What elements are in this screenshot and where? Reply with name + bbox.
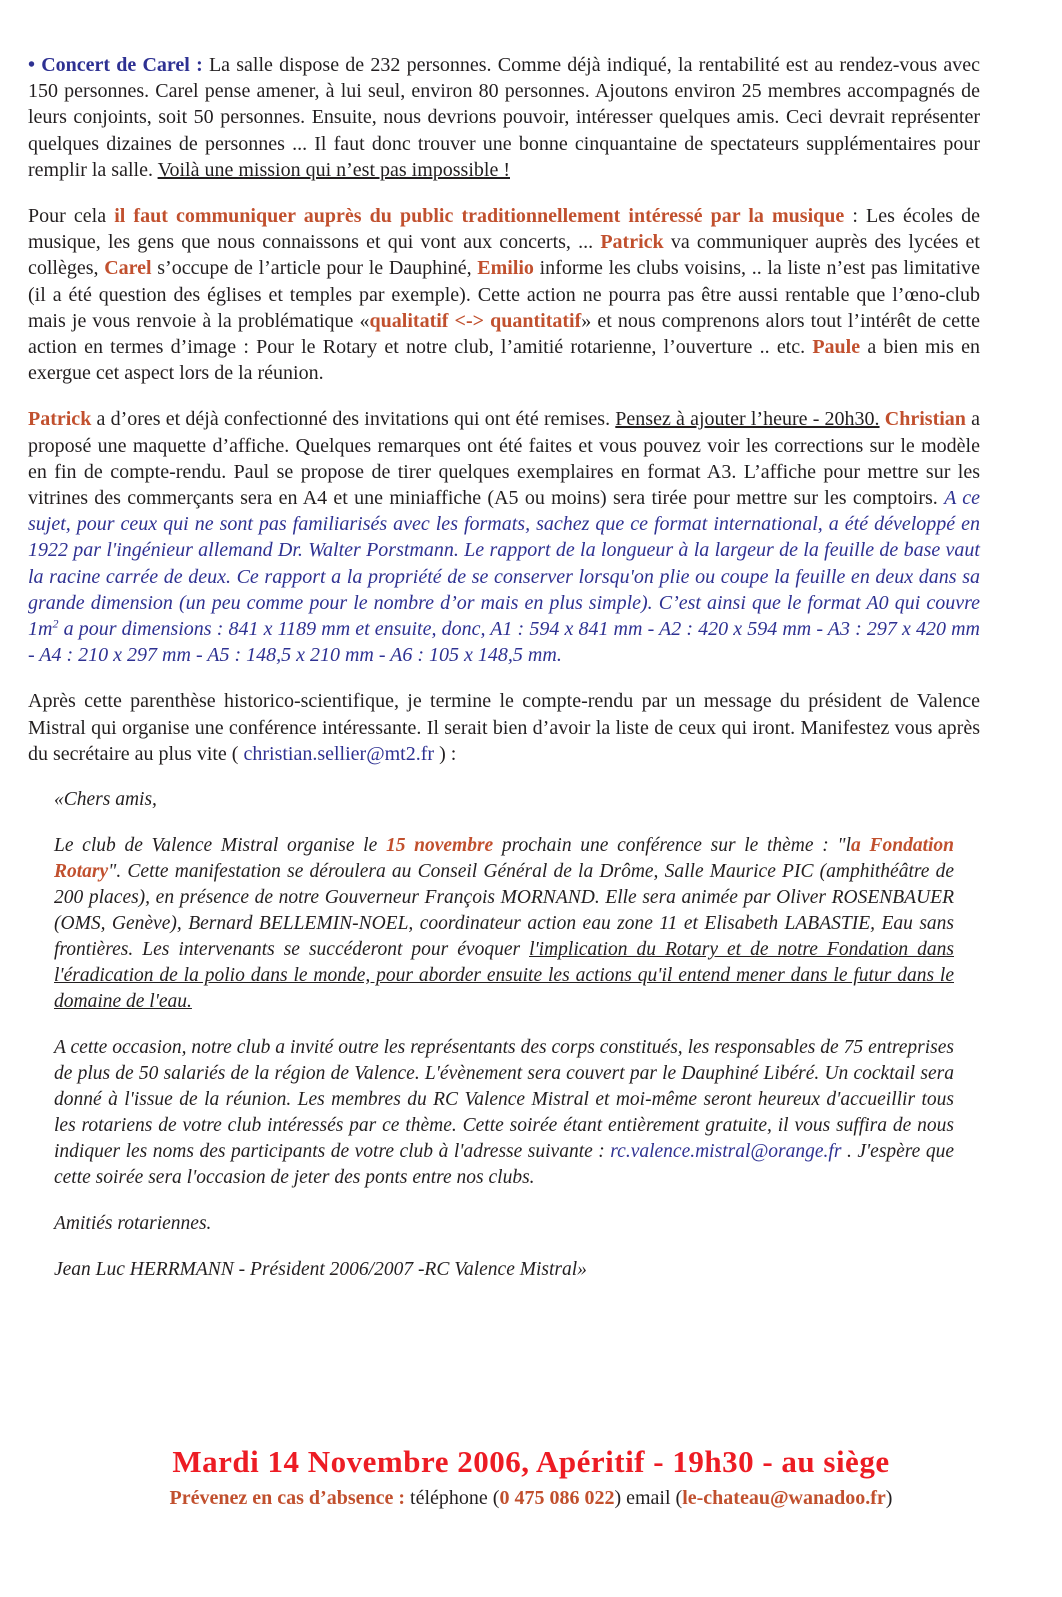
quote-paragraph-1 — [54, 833, 954, 1015]
quote-signature: Jean Luc HERRMANN - Président 2006/2007 -RC Valence Mistral» — [54, 1259, 587, 1281]
text-segment: Après cette parenthèse historico-scientifique, je termine le compte-rendu par un message du président de Valence Mistral qui organise une conférence intéressante. Il serait bien d’avoir la liste de ceux qui iront. Manifestez vous après du secrétaire au plus vite ( — [28, 690, 980, 765]
concert-heading: • Concert de Carel : — [28, 54, 203, 76]
text-segment: A cette occasion, notre club a invité outre les représentants des corps constitués, les responsables de 75 entreprises de plus de 50 salariés de la région de Valence. L'évènement sera couvert par le Dauphiné Libéré. Un cocktail sera donné à l'issue de la réunion. Les membres du RC Valence Mistral et moi-même seront heureux d'accueillir tous les rotariens de votre club intéressés par ce thème. Cette soirée étant entièrement gratuite, il vous suffira de nous indiquer les noms des participants de votre club à l'adresse suivante : — [54, 1037, 954, 1163]
text-segment: va communiquer auprès des lycées et collèges, — [28, 231, 980, 280]
text-segment: a proposé une maquette d’affiche. Quelques remarques ont été faites et vous pouvez voir les corrections sur le modèle en fin de compte-rendu. Paul se propose de tirer quelques exemplaires en format A3. L’affiche pour mettre sur les vitrines des commerçants sera en A4 et une miniaffiche (A5 ou moins) sera tirée pour mettre sur les comptoirs. — [28, 408, 980, 510]
text-segment: prochain une conférence sur le thème : "l — [493, 835, 852, 857]
text-segment: Le club de Valence Mistral organise le — [54, 835, 386, 857]
close-paren: ) — [885, 1487, 893, 1509]
name-patrick: Patrick — [28, 408, 92, 431]
name-patrick: Patrick — [600, 231, 664, 254]
quote-greeting: «Chers amis, — [54, 789, 157, 811]
text-segment: . J'espère que cette soirée sera l'occasion de jeter des ponts entre nos clubs. — [54, 1141, 954, 1189]
phone-label: téléphone ( — [405, 1487, 500, 1509]
highlight-qualitatif: qualitatif <-> quantitatif — [369, 309, 582, 332]
superscript: 2 — [52, 616, 59, 631]
quoted-message — [54, 787, 954, 1283]
mission-underlined: Voilà une mission qui n’est pas impossible ! — [157, 158, 510, 181]
paragraph-invitations — [28, 406, 980, 668]
text-segment: » et nous comprenons alors tout l’intérêt de cette action en termes d’image : Pour le Rotary et notre club, l’amitié rotarienne, l’ouverture .. etc. — [28, 309, 980, 359]
text-segment: ". Cette manifestation se déroulera au Conseil Général de la Drôme, Salle Maurice PIC (amphithéâtre de 200 places), en présence de notre Gouverneur François MORNAND. Elle sera animée par Oliver ROSENBAUER (OMS, Genève), Bernard BELLEMIN-NOEL, coordinateur action eau zone 11 et Elisabeth LABASTIE, Eau sans frontières. Les intervenants se succéderont pour évoquer — [54, 861, 954, 961]
email-link-rc-valence[interactable]: rc.valence.mistral@orange.fr — [610, 1141, 842, 1163]
format-note: A ce sujet, pour ceux qui ne sont pas familiarisés avec les formats, sachez que ce format international, a été développé en 1922 par l'ingénieur allemand Dr. Walter Porstmann. Le rapport de la longueur à la largeur de la feuille de base vaut la racine carrée de deux. Ce rapport a la propriété de se conserver lorsqu'on plie ou coupe la feuille en deux dans sa grande dimension (un peu comme pour le nombre d’or mais en plus simple). C’est ainsi que le format A0 qui couvre 1m — [28, 487, 981, 641]
contact-email[interactable]: le-chateau@wanadoo.fr — [682, 1487, 886, 1509]
conference-theme: a Fondation Rotary — [54, 835, 954, 883]
format-note-2: a pour dimensions : 841 x 1189 mm et ensuite, donc, A1 : 594 x 841 mm - A2 : 420 x 594 mm - A3 : 297 x 420 mm - A4 : 210 x 297 mm - A5 : 148,5 x 210 mm - A6 : 105 x 148,5 mm. — [28, 618, 980, 667]
meeting-announcement: Mardi 14 Novembre 2006, Apéritif - 19h30 - au siège — [172, 1444, 890, 1479]
underlined-topic: l'implication du Rotary et de notre Fondation dans l'éradication de la polio dans le monde, pour aborder ensuite les actions qu'il entend mener dans le futur dans le domaine de l'eau. — [54, 939, 954, 1013]
text-segment: a d’ores et déjà confectionné des invitations qui ont été remises. — [91, 408, 616, 431]
quote-closing: Amitiés rotariennes. — [54, 1213, 212, 1235]
phone-number[interactable]: 0 475 086 022 — [499, 1487, 615, 1509]
concert-text: La salle dispose de 232 personnes. Comme déjà indiqué, la rentabilité est au rendez-vous avec 150 personnes. Carel pense amener, à lui seul, environ 80 personnes. Ajoutons environ 25 membres accompagnés de leurs conjoints, soit 50 personnes. Ensuite, nous devrions pouvoir, intéresser quelques amis. Ceci devrait représenter quelques dizaines de personnes ... Il faut donc trouver une bonne cinquantaine de spectateurs supplémentaires pour remplir la salle. — [28, 54, 980, 181]
contact-line — [0, 1487, 1062, 1510]
email-link-secretary[interactable]: christian.sellier@mt2.fr — [243, 742, 435, 765]
paragraph-concert — [28, 52, 980, 183]
highlight-communicate: il faut communiquer auprès du public traditionnellement intéressé par la musique — [114, 205, 845, 228]
name-christian: Christian — [884, 408, 966, 431]
paragraph-communication — [28, 203, 980, 386]
absence-label: Prévenez en cas d’absence : — [169, 1487, 406, 1509]
text-segment: a bien mis en exergue cet aspect lors de la réunion. — [28, 336, 980, 385]
name-paule: Paule — [812, 336, 861, 359]
text-segment: s’occupe de l’article pour le Dauphiné, — [151, 257, 478, 280]
document-body — [28, 52, 980, 1303]
email-label: ) email ( — [614, 1487, 683, 1509]
conference-date: 15 novembre — [385, 835, 494, 857]
text-segment: : Les écoles de musique, les gens que nous connaissons et qui vont aux concerts, ... — [28, 205, 980, 254]
name-carel: Carel — [104, 257, 152, 280]
time-reminder: Pensez à ajouter l’heure - 20h30. — [615, 408, 880, 431]
name-emilio: Emilio — [477, 257, 534, 280]
text-segment: ) : — [434, 742, 457, 765]
quote-paragraph-2 — [54, 1035, 954, 1191]
text-segment: Pour cela — [28, 205, 115, 228]
text-segment: informe les clubs voisins, .. la liste n’est pas limitative (il a été question des églises et temples par exemple). Cette action ne pourra pas être aussi rentable que l’œno-club mais je vous renvoie à la problématique « — [28, 257, 980, 332]
paragraph-conference-intro — [28, 688, 980, 767]
